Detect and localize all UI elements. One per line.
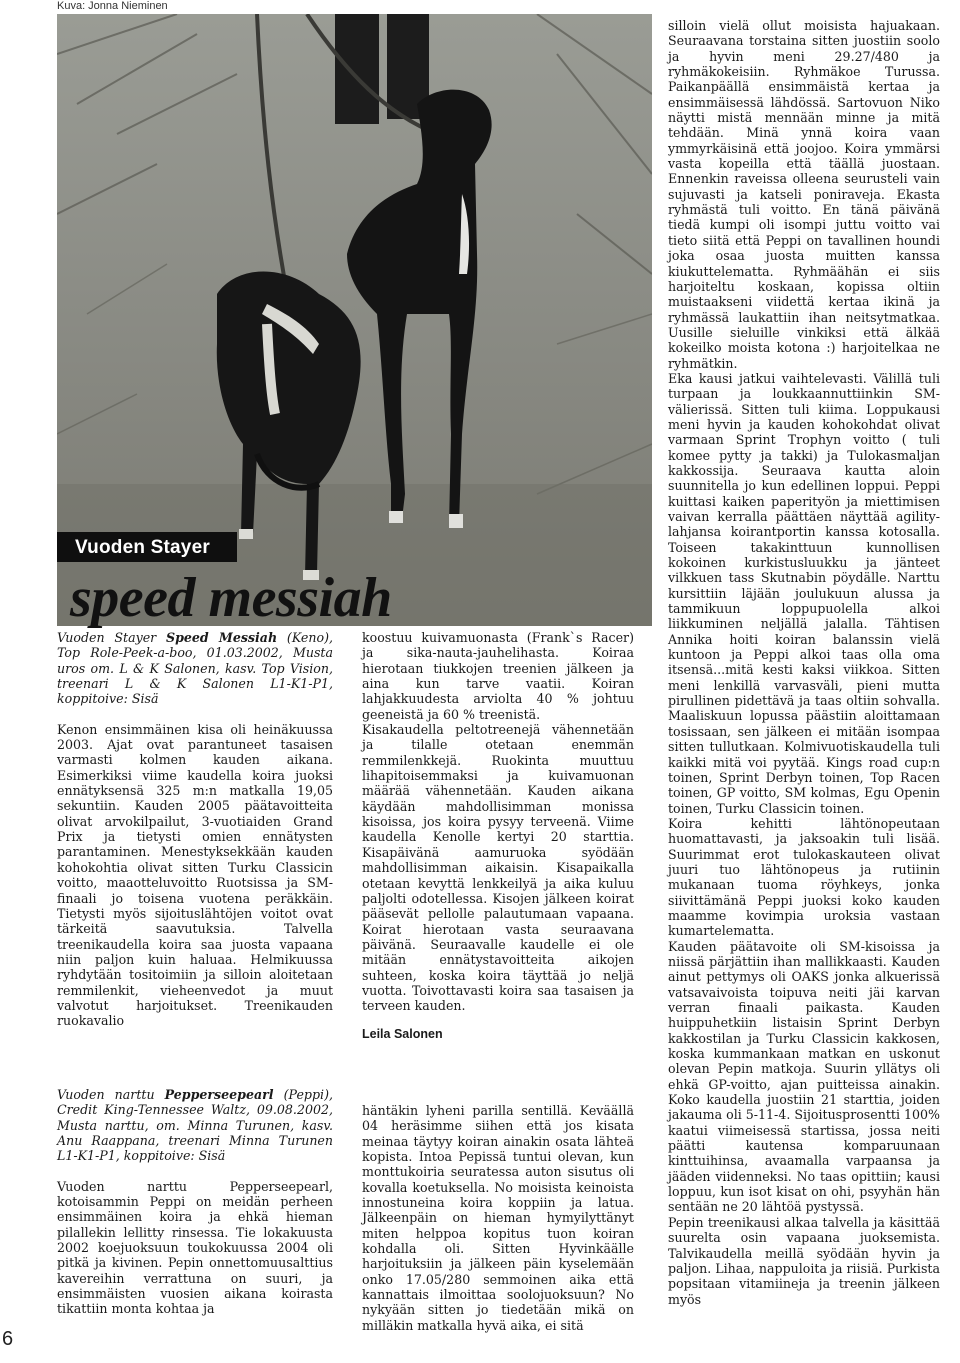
left-column	[57, 630, 333, 1029]
right-body-3: Koira kehitti lähtönopeutaan huomattavasti, ja jaksoakin tuli lisää. Suurimmat erot tulokaskauteen olivat juuri tuo lähtönopeus ja rutiinin mukanaan tuoma röyhkeys, jonka siivittämänä Peppi juoksi koko kauden maamme kovimpia uroksia vastaan kumartelematta.	[668, 815, 940, 939]
photo-credit: Kuva: Jonna Nieminen	[57, 0, 168, 12]
stayer-body: Kenon ensimmäinen kisa oli heinäkuussa 2003. Ajat ovat parantuneet tasaisen varmasti kolmen kauden aikana. Esimerkiksi viime kaudella koira juoksi ennätyksensä 325 m:n matkalla 19,05 sekuntiin. Kauden 2005 päätavoitteita olivat arvokilpailut, 3-vuotiaiden Grand Prix ja tietysti omien ennätysten parantaminen. Menestyksekkään kauden kohokohtia olivat sitten Turku Classicin voitto, maaotteluvoitto Ruotsissa ja SM-finaali jo toisena vuotena peräkkäin. Tietysti myös sijoituslähtöjen voitot ovat tärkeitä saavutuksia. Talvella treenikaudella koira saa juosta vapaana niin paljon kuin haluaa. Helmikuussa ryhdytään tositoimiin ja silloin aloitetaan remmilenkit, vieheenvedot ja muut valvotut harjoitukset. Treenikauden ruokavalio	[57, 721, 333, 1029]
right-column	[668, 18, 940, 1307]
right-body-5: Pepin treenikausi alkaa talvella ja käsittää suurelta osin vapaana juoksemista. Talvikaudella meillä syödään hyvin ja paljon. Lihaa, nappuloita ja riisiä. Purkista popsitaan vitamiineja ja treenin jälkeen myös	[668, 1214, 940, 1307]
middle-body-2: Kisakaudella peltotreenejä vähennetään ja tilalle otetaan enemmän remmilenkkejä. Ruokinta muuttuu lihapitoisemmaksi ja kuivamuonan määrää vähennetään. Kauden aikana käydään mahdollisimman monissa kisoissa, jos koira pysyy terveenä. Viime kaudella Kenolle kertyi 20 starttia. Kisapäivänä aamuruoka syödään mahdollisimman aikaisin. Kisapaikalla otetaan kevyttä lenkkeilyä ja aika kuluu paljolti odotellessa. Kisojen jälkeen koirat pääsevät pellolle palautumaan vapaana. Koirat hierotaan vasta seuraavana päivänä. Seuraavalle kaudelle ei ole mitään ennätystavoitteita aikojen suhteen, koska koira täyttää jo neljä vuotta. Toivottavasti koira saa tasaisen ja terveen kauden.	[362, 722, 634, 1014]
right-body-2: Eka kausi jatkui vaihtelevasti. Välillä tuli turpaan ja loukkaannuttiinkin SM- välierissä. Sitten tuli kiima. Loppukausi meni hyvin ja kauden kohokohdat olivat varmaan Sprint Trophyn voitto ( tuli komee pytty ja takki) ja Tulokasmaljan kakkossija. Seuraava kautta aloin suunnitella jo kun edellinen loppui. Peppi kuittasi kaiken paperityön ja miettimisen vaivan kerralla päättäen näyttää agility-lahjansa koirantportin kanssa kotosalla. Toiseen takakinttuun kunnollisen kokoinen kurkistusluukku ja jänteet vilkkuen tass Skutnabin pöydälle. Narttu kursittiin läjään joulukuun alussa ja tammikuun loppupuolella alkoi liikkuminen neljällä jalalla. Tähtisen Annika hoiti koiran balanssin vielä kuntoon ja Peppi alkoi taas olla oma itsensä...mitä kesti kaksi viikkoa. Sitten meni lenkillä varvasväli, pieni mutta pirullinen pidettävä ja taas oltiin sohvalla. Maaliskuun lopussa päästiin aloittamaan tosissaan, sen jälkeen ei mitään isompaa sitten tullutkaan. Kolmivuotiskaudella tuli kaikki mitä voi pyytää. Kings road cup:n toinen, Sprint Derbyn toinen, Top Racen toinen, GP voitto, SM kolmas, Egu Openin toinen, Turku Classicin toinen.	[668, 370, 940, 816]
bitch-caption: Vuoden narttu Pepperseepearl (Peppi), Credit King-Tennessee Waltz, 09.08.2002, Musta narttu, om. Minna Turunen, kasv. Anu Raappana, treenari Minna Turunen L1-K1-P1, koppitoive: Sisä	[57, 1087, 333, 1164]
middle-column-lower	[362, 1103, 634, 1333]
middle-body-3: häntäkin lyheni parilla sentillä. Keväällä 04 heräsimme siihen että jos kisata meinaa täytyy koiran ainakin osata lähteä kopista. Intoa Pepissä tuntui olevan, kun monttukoiria seuratessa auton sisutus oli kovalla koetuksella. No moisista keinoista innostuneina koira koppiin ja latua. Jälkeenpäin on hieman hymyilyttänyt miten helppoa kopitus tuon koiran kohdalla oli. Sitten Hyvinkäälle harjoituksiin ja jälkeen päin kyselemään onko 17.05/280 semmoinen aika että kannattais ilmoittaa soolojuoksuun? No nykyään sitten jo tiedetään mikä on milläkin matkalla hyvä aika, ei sitä	[362, 1103, 634, 1333]
right-body-1: silloin vielä ollut moisista hajuakaan. Seuraavana torstaina sitten juostiin soolo ja hyvin meni 29.27/480 ja ryhmäkokeisiin. Ryhmäkoe Turussa. Paikanpäällä ensimmäistä kertaa ja ensimmäisessä lähdössä. Sartovuon Niko näytti mistä mennään minne ja mitä tehdään. Minä ynnä koira vaan ymmyrkäisinä että joojoo. Koira ymmärsi vasta kopeilla että täällä juostaan. Ennenkin raveissa olleena seurusteli vain sujuvasti ja katseli poniraveja. Ekasta ryhmästä tuli voitto. En tänä päivänä tiedä kumpi oli isompi juttu voitto vai tieto siitä että Peppi on tavallinen houndi joka osaa juosta muitten kanssa kiukuttelematta. Ryhmäähän ei siis harjoiteltu koskaan, kopissa oltiin muistaakseni viidettä kertaa ikinä ja ryhmässä laukattiin ihan neitsytmatkaa. Uusille sieluille vinkiksi että älkää kokeilko moista kotona :) harjoitelkaa ne ryhmätkin.	[668, 18, 940, 371]
page-number: 6	[2, 1328, 14, 1350]
bitch-body: Vuoden narttu Pepperseepearl, kotoisammin Peppi on meidän perheen ensimmäinen koira ja ehkä hieman pilallekin lellitty rinsessa. Tie lokakuusta 2002 koejuoksuun toukokuussa 2004 oli pitkä ja kivinen. Pepin onnettomuusalttius kavereihin verrattuna on suuri, ja ensimmäisten vuosien aikana koirasta tikattiin monta kohtaa ja	[57, 1178, 333, 1317]
kicker: Vuoden Stayer	[75, 537, 210, 558]
article-headline: speed messiah	[70, 567, 392, 629]
right-body-4: Kauden päätavoite oli SM-kisoissa ja niissä pärjättiin ihan mallikkaasti. Kauden ainut pettymys oli OAKS jonka alkuerissä vatsavaivoista toipuva neiti jäi karvan verran finaali paikasta. Kauden huippuhetkiin listaisin Sprint Derbyn kakkostilan ja Turku Classicin kakkosen, koska kummankaan matkan en uskonut olevan Pepin matkoja. Suurin yllätys oli ehkä GP-voitto, ajan puitteissa ainakin. Koko kaudella juostiin 21 starttia, joiden jakauma oli 5-11-4. Sijoitusprosentti 100% kaatui viimeisessä startissa, jossa neiti päätti kautensa komparuunaan kinttuihinsa, avaamalla varpaansa ja jääden viidenneksi. No taas opittiin; kausi loppuu, kun isot kisat on ohi, psyyhän hän sentään ne 20 lähtöä pystyssä.	[668, 938, 940, 1215]
author-signature: Leila Salonen	[362, 1027, 443, 1041]
stayer-name: Speed Messiah	[165, 630, 278, 645]
stayer-caption: Vuoden Stayer Speed Messiah (Keno), Top Role-Peek-a-boo, 01.03.2002, Musta uros om. L & K Salonen, kasv. Top Vision, treenari L & K Salonen L1-K1-P1, koppitoive: Sisä	[57, 630, 333, 707]
left-column-lower	[57, 1087, 333, 1317]
middle-column	[362, 630, 634, 1014]
middle-body-1: koostuu kuivamuonasta (Frank`s Racer) ja sika-nauta-jauhelihasta. Koiraa hierotaan tiukkojen treenien jälkeen ja aina kun tarve vaatii. Koiran lahjakkuudesta arviolta 40 % johtuu geeneistä ja 60 % treenistä.	[362, 630, 634, 722]
bitch-name: Pepperseepearl	[164, 1087, 274, 1102]
